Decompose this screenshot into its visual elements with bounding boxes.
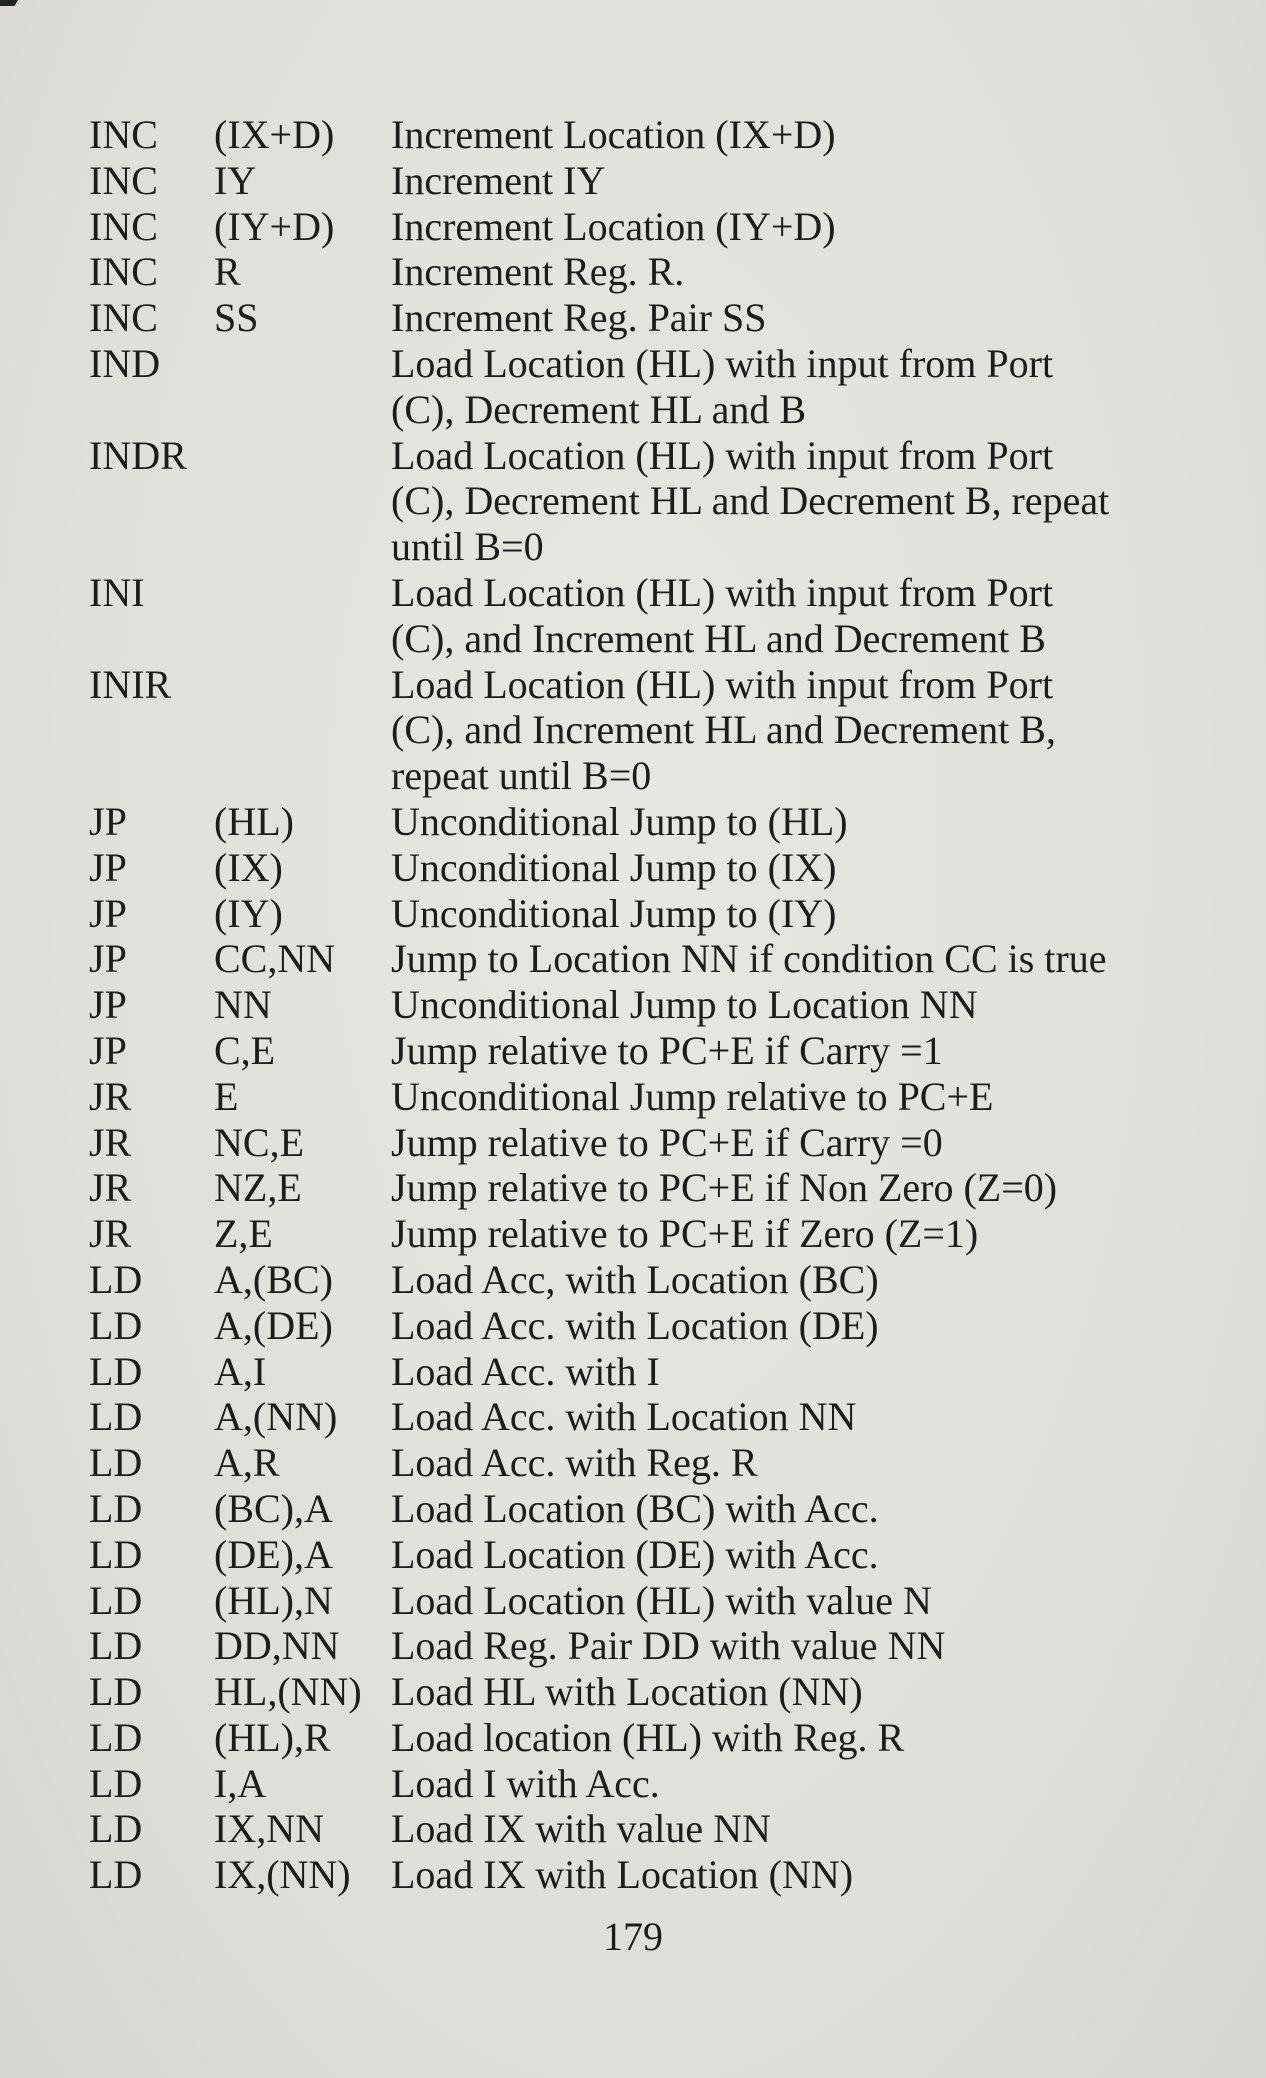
description-line: (C), Decrement HL and B <box>391 386 807 432</box>
instruction-row <box>89 295 1189 341</box>
description <box>391 1852 1189 1898</box>
description <box>391 845 1189 891</box>
mnemonic: IND <box>89 340 161 386</box>
instruction-row <box>89 891 1189 937</box>
description-line: Increment Location (IY+D) <box>391 203 836 249</box>
operand: (DE),A <box>214 1531 333 1577</box>
description <box>391 112 1189 158</box>
description-line: Load Location (HL) with input from Port <box>391 569 1054 615</box>
description <box>391 570 1189 662</box>
mnemonic: LD <box>89 1714 143 1760</box>
instruction-row <box>89 1623 1189 1669</box>
description <box>391 1806 1189 1852</box>
mnemonic: INC <box>89 249 158 295</box>
instruction-row <box>89 1578 1189 1624</box>
description <box>391 1578 1189 1624</box>
mnemonic: JR <box>89 1165 132 1211</box>
description-line: Load Acc. with I <box>391 1348 660 1394</box>
description <box>391 936 1189 982</box>
instruction-row <box>89 1486 1189 1532</box>
description <box>391 1028 1189 1074</box>
mnemonic: JP <box>89 1027 127 1073</box>
mnemonic: LD <box>89 1669 143 1715</box>
operand: DD,NN <box>214 1623 340 1669</box>
description-line: Unconditional Jump relative to PC+E <box>391 1073 994 1119</box>
description <box>391 1669 1189 1715</box>
operand: A,I <box>214 1348 267 1394</box>
operand: A,(DE) <box>214 1302 333 1348</box>
description-line: Load Location (HL) with input from Port <box>391 661 1054 707</box>
mnemonic: LD <box>89 1623 143 1669</box>
description-line: Increment IY <box>391 157 606 203</box>
mnemonic: JP <box>89 890 127 936</box>
description-line: Increment Location (IX+D) <box>391 112 836 157</box>
mnemonic: LD <box>89 1852 143 1898</box>
description-line: Load Location (HL) with input from Port <box>391 340 1054 386</box>
description-line: until B=0 <box>391 524 544 570</box>
description <box>391 1623 1189 1669</box>
description <box>391 158 1189 204</box>
description <box>391 662 1189 799</box>
mnemonic: LD <box>89 1760 143 1806</box>
mnemonic: INC <box>89 112 158 157</box>
operand: I,A <box>214 1760 267 1806</box>
instruction-row <box>89 1074 1189 1120</box>
mnemonic: INDR <box>89 432 187 478</box>
instruction-row <box>89 1028 1189 1074</box>
mnemonic: LD <box>89 1485 143 1531</box>
description-line: Jump relative to PC+E if Zero (Z=1) <box>391 1211 979 1257</box>
description <box>391 341 1189 433</box>
operand: (HL),R <box>214 1714 331 1760</box>
mnemonic: LD <box>89 1394 143 1440</box>
instruction-row <box>89 982 1189 1028</box>
description <box>391 1257 1189 1303</box>
operand: R <box>214 249 241 295</box>
instruction-row <box>89 1440 1189 1486</box>
description <box>391 1120 1189 1166</box>
description-line: Load Reg. Pair DD with value NN <box>391 1623 946 1669</box>
operand: Z,E <box>214 1211 273 1257</box>
instruction-row <box>89 1669 1189 1715</box>
instruction-listing <box>89 112 1189 1898</box>
page-number: 179 <box>603 1914 663 1959</box>
mnemonic: JR <box>89 1119 132 1165</box>
description-line: Unconditional Jump to (IY) <box>391 890 837 936</box>
operand: NN <box>214 982 272 1028</box>
operand: A,(NN) <box>214 1394 338 1440</box>
instruction-row <box>89 249 1189 295</box>
instruction-row <box>89 204 1189 250</box>
mnemonic: LD <box>89 1302 143 1348</box>
instruction-row <box>89 1715 1189 1761</box>
description-line: Load IX with value NN <box>391 1806 771 1852</box>
operand: (HL),N <box>214 1577 333 1623</box>
operand: HL,(NN) <box>214 1669 362 1715</box>
description-line: Load Location (HL) with input from Port <box>391 432 1054 478</box>
description-line: Load location (HL) with Reg. R <box>391 1714 905 1760</box>
description-line: Load Acc. with Location (DE) <box>391 1302 879 1348</box>
description <box>391 982 1189 1028</box>
description-line: Unconditional Jump to (HL) <box>391 798 848 844</box>
instruction-row <box>89 433 1189 570</box>
description-line: Jump to Location NN if condition CC is true <box>391 936 1107 982</box>
description <box>391 204 1189 250</box>
description-line: Unconditional Jump to (IX) <box>391 844 837 890</box>
operand: (BC),A <box>214 1485 333 1531</box>
mnemonic: INIR <box>89 661 172 707</box>
mnemonic: JP <box>89 798 127 844</box>
description-line: (C), Decrement HL and Decrement B, repeat <box>391 478 1110 524</box>
instruction-row <box>89 1532 1189 1578</box>
description-line: Increment Reg. Pair SS <box>391 295 767 341</box>
operand: (IX+D) <box>214 112 335 157</box>
description <box>391 1211 1189 1257</box>
operand: A,R <box>214 1440 280 1486</box>
operand: (IY) <box>214 890 283 936</box>
operand: SS <box>214 295 259 341</box>
instruction-row <box>89 1257 1189 1303</box>
instruction-row <box>89 1349 1189 1395</box>
description <box>391 1486 1189 1532</box>
mnemonic: JR <box>89 1211 132 1257</box>
operand: (IY+D) <box>214 203 335 249</box>
description <box>391 1165 1189 1211</box>
instruction-row <box>89 1761 1189 1807</box>
operand: E <box>214 1073 239 1119</box>
operand: C,E <box>214 1027 276 1073</box>
description-line: Jump relative to PC+E if Non Zero (Z=0) <box>391 1165 1058 1211</box>
description <box>391 249 1189 295</box>
description-line: Load Acc. with Location NN <box>391 1394 857 1440</box>
description <box>391 1349 1189 1395</box>
operand: IX,NN <box>214 1806 324 1852</box>
instruction-row <box>89 1120 1189 1166</box>
mnemonic: LD <box>89 1348 143 1394</box>
instruction-row <box>89 936 1189 982</box>
mnemonic: INC <box>89 157 158 203</box>
mnemonic: JP <box>89 936 127 982</box>
description-line: Load Acc. with Reg. R <box>391 1440 758 1486</box>
description-line: Load Location (HL) with value N <box>391 1577 932 1623</box>
instruction-row <box>89 662 1189 799</box>
instruction-row <box>89 1806 1189 1852</box>
instruction-row <box>89 799 1189 845</box>
instruction-row <box>89 112 1189 158</box>
operand: (HL) <box>214 798 294 844</box>
operand: IX,(NN) <box>214 1852 351 1898</box>
instruction-row <box>89 1303 1189 1349</box>
instruction-row <box>89 570 1189 662</box>
description <box>391 1532 1189 1578</box>
description-line: Load Location (DE) with Acc. <box>391 1531 879 1577</box>
description <box>391 1715 1189 1761</box>
operand: (IX) <box>214 844 283 890</box>
operand: IY <box>214 157 257 203</box>
instruction-row <box>89 1852 1189 1898</box>
mnemonic: LD <box>89 1577 143 1623</box>
instruction-row <box>89 1211 1189 1257</box>
description-line: Load HL with Location (NN) <box>391 1669 863 1715</box>
description <box>391 799 1189 845</box>
mnemonic: INC <box>89 203 158 249</box>
description-line: repeat until B=0 <box>391 753 652 799</box>
description-line: Jump relative to PC+E if Carry =0 <box>391 1119 943 1165</box>
operand: A,(BC) <box>214 1256 333 1302</box>
instruction-row <box>89 845 1189 891</box>
mnemonic: LD <box>89 1806 143 1852</box>
page-corner-mark <box>0 0 18 6</box>
operand: CC,NN <box>214 936 336 982</box>
description-line: Jump relative to PC+E if Carry =1 <box>391 1027 943 1073</box>
mnemonic: JP <box>89 844 127 890</box>
mnemonic: JP <box>89 982 127 1028</box>
description <box>391 433 1189 570</box>
instruction-row <box>89 1165 1189 1211</box>
description-line: (C), and Increment HL and Decrement B <box>391 615 1046 661</box>
description <box>391 1074 1189 1120</box>
description <box>391 891 1189 937</box>
mnemonic: LD <box>89 1440 143 1486</box>
description <box>391 1303 1189 1349</box>
description-line: Load Location (BC) with Acc. <box>391 1485 879 1531</box>
description-line: Load I with Acc. <box>391 1760 660 1806</box>
instruction-row <box>89 158 1189 204</box>
mnemonic: INC <box>89 295 158 341</box>
operand: NC,E <box>214 1119 304 1165</box>
description-line: Increment Reg. R. <box>391 249 685 295</box>
description-line: Unconditional Jump to Location NN <box>391 982 978 1028</box>
operand: NZ,E <box>214 1165 302 1211</box>
mnemonic: LD <box>89 1256 143 1302</box>
description <box>391 1761 1189 1807</box>
instruction-row <box>89 1394 1189 1440</box>
mnemonic: LD <box>89 1531 143 1577</box>
mnemonic: JR <box>89 1073 132 1119</box>
description-line: (C), and Increment HL and Decrement B, <box>391 707 1056 753</box>
description-line: Load IX with Location (NN) <box>391 1852 854 1898</box>
description <box>391 295 1189 341</box>
instruction-row <box>89 341 1189 433</box>
description-line: Load Acc, with Location (BC) <box>391 1256 879 1302</box>
description <box>391 1440 1189 1486</box>
description <box>391 1394 1189 1440</box>
mnemonic: INI <box>89 569 145 615</box>
